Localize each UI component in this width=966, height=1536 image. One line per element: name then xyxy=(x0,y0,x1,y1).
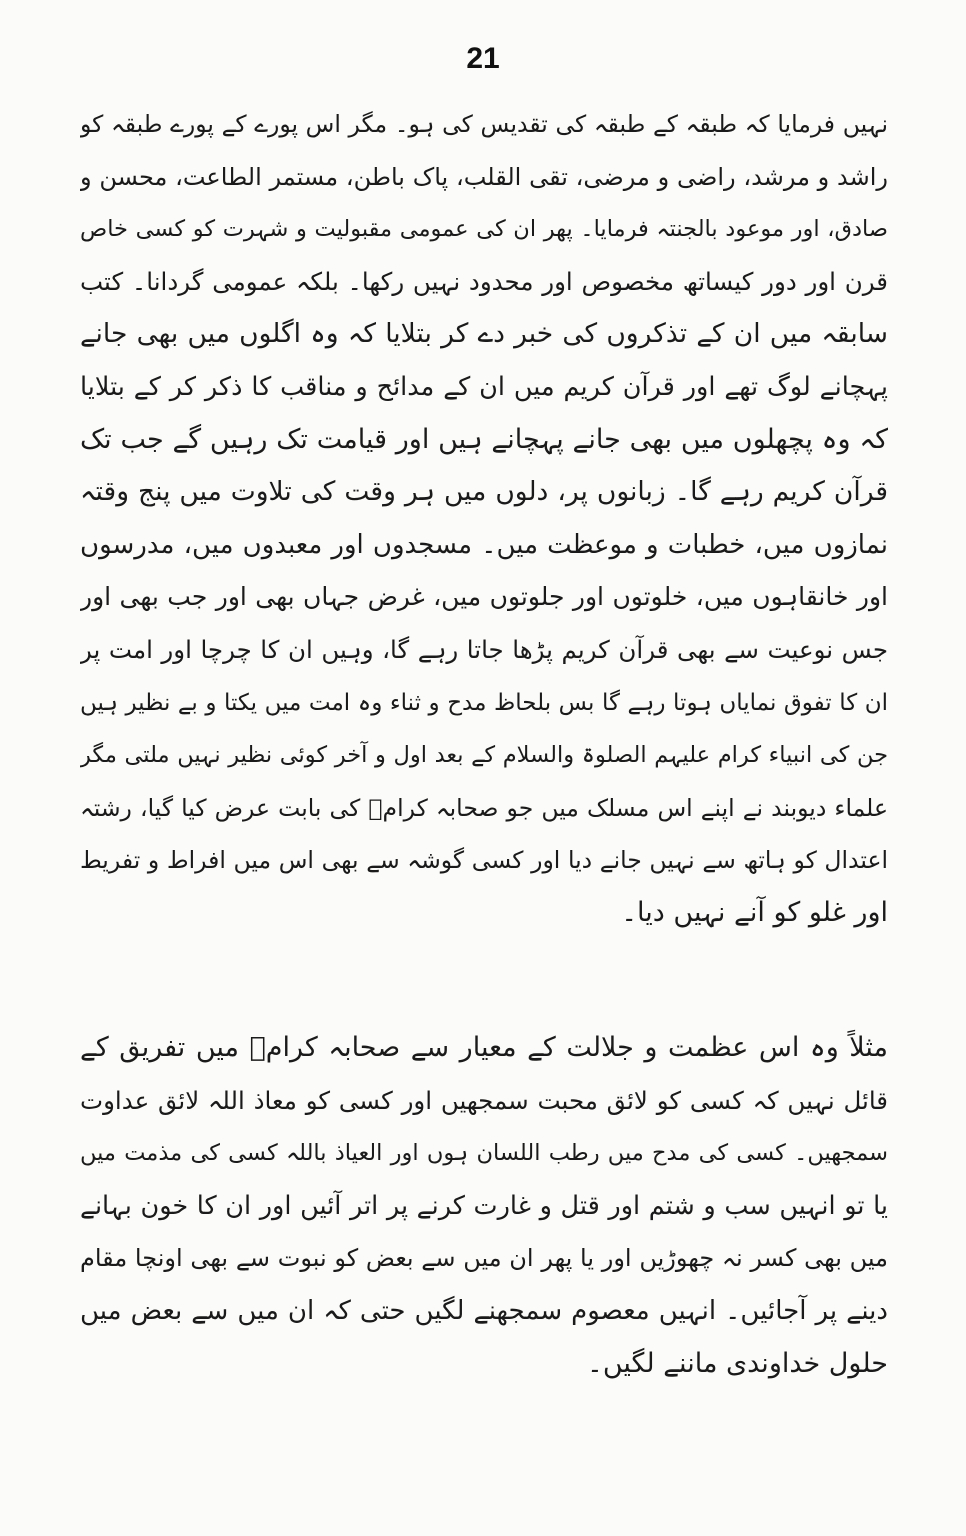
text-line: کہ وہ پچھلوں میں بھی جانے پہچانے ہیں اور قیامت تک رہیں گے جب تک xyxy=(80,423,888,455)
text-line: جس نوعیت سے بھی قرآن کریم پڑھا جاتا رہے گا، وہیں ان کا چرچا اور امت پر xyxy=(80,634,888,664)
text-line: صادق، اور موعود بالجنتہ فرمایا۔ پھر ان کی عمومی مقبولیت و شہرت کو کسی خاص xyxy=(80,216,888,243)
text-line: اور خانقاہوں میں، خلوتوں اور جلوتوں میں، غرض جہاں بھی اور جب بھی اور xyxy=(80,582,888,612)
text-line: اور غلو کو آنے نہیں دیا۔ xyxy=(621,896,888,928)
text-line: علماء دیوبند نے اپنے اس مسلک میں جو صحابہ کرامؓ کی بابت عرض کیا گیا، رشتہ xyxy=(80,793,888,822)
text-line: دینے پر آجائیں۔ انہیں معصوم سمجھنے لگیں حتی کہ ان میں سے بعض میں xyxy=(80,1295,888,1326)
text-line: قرن اور دور کیساتھ مخصوص اور محدود نہیں رکھا۔ بلکہ عمومی گردانا۔ کتب xyxy=(80,266,888,296)
text-line: قائل نہیں کہ کسی کو لائق محبت سمجھیں اور کسی کو معاذ اللہ لائق عداوت xyxy=(80,1085,888,1115)
text-line: میں بھی کسر نہ چھوڑیں اور یا پھر ان میں سے بعض کو نبوت سے بھی اونچا مقام xyxy=(80,1244,888,1273)
text-line: راشد و مرشد، راضی و مرضی، تقی القلب، پاک باطن، مستمر الطاعت، محسن و xyxy=(80,162,888,191)
text-line: پہچانے لوگ تھے اور قرآن کریم میں ان کے مدائح و مناقب کا ذکر کر کے بتلایا xyxy=(80,371,888,402)
page-number: 21 xyxy=(466,42,500,75)
text-line: مثلاً وہ اس عظمت و جلالت کے معیار سے صحابہ کرامؓ میں تفریق کے xyxy=(80,1032,888,1063)
paragraph-1 xyxy=(80,98,888,940)
text-line: جن کی انبیاء کرام علیہم الصلوۃ والسلام کے بعد اول و آخر کوئی نظیر نہیں ملتی مگر xyxy=(80,742,888,769)
text-line: ان کا تفوق نمایاں ہوتا رہے گا بس بلحاظ مدح و ثناء وہ امت میں یکتا و بے نظیر ہیں xyxy=(80,689,888,716)
text-line: یا تو انہیں سب و شتم اور قتل و غارت کرنے پر اتر آئیں اور ان کا خون بہانے xyxy=(80,1190,888,1221)
text-line: سمجھیں۔ کسی کی مدح میں رطب اللسان ہوں اور العیاذ باللہ کسی کی مذمت میں xyxy=(80,1140,888,1167)
text-line: نہیں فرمایا کہ طبقہ کے طبقہ کی تقدیس کی ہو۔ مگر اس پورے کے پورے طبقہ کو xyxy=(80,110,888,138)
text-line: سابقہ میں ان کے تذکروں کی خبر دے کر بتلایا کہ وہ اگلوں میں بھی جانے xyxy=(80,318,888,350)
text-line: اعتدال کو ہاتھ سے نہیں جانے دیا اور کسی گوشہ سے بھی اس میں افراط و تفریط xyxy=(80,846,888,875)
text-line: حلول خداوندی ماننے لگیں۔ xyxy=(587,1347,888,1379)
text-line: قرآن کریم رہے گا۔ زبانوں پر، دلوں میں ہر وقت کی تلاوت میں پنج وقتہ xyxy=(80,476,888,508)
paragraph-2 xyxy=(80,1022,888,1390)
text-line: نمازوں میں، خطبات و موعظت میں۔ مسجدوں اور معبدوں میں، مدرسوں xyxy=(80,529,888,560)
